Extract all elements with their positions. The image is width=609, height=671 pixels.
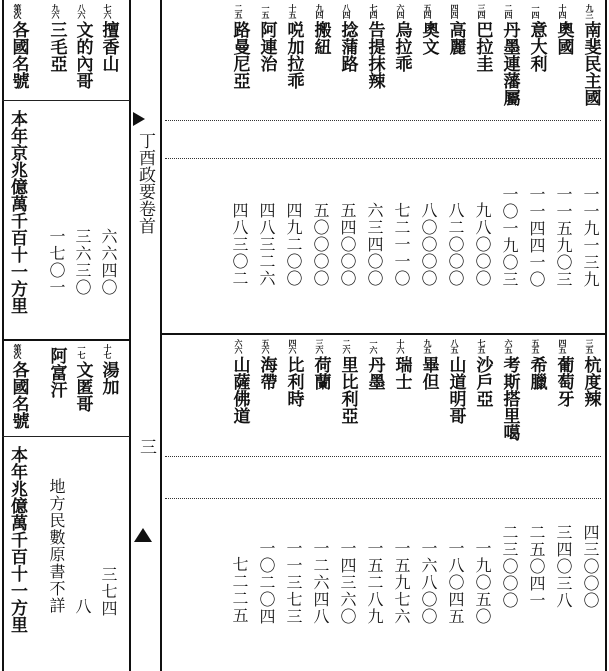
country-name: 意大利 [526,21,547,72]
country-name: 哾加拉乖 [283,21,304,89]
country-name: 阿連治 [256,21,277,72]
row-index: 六六 [234,339,244,353]
header-name: 各國名號 [8,21,29,89]
left-page-mid-rule [2,339,130,341]
table-row [98,344,118,395]
triangle-marker-top [133,112,145,126]
column-header [8,344,28,429]
area-value: 九八〇〇〇 [473,202,492,287]
table-row [46,4,66,72]
area-value: 八二〇〇〇 [446,202,465,287]
row-index: 九五 [423,339,433,353]
country-name: 畢但 [418,356,439,390]
table-row [337,339,357,424]
area-value: 一五二八九 [365,540,384,625]
country-name: 瑞士 [391,356,412,390]
row-index: 七四 [369,4,379,18]
area-value: 一〇二〇四 [257,540,276,625]
area-value: 四三〇〇〇 [581,524,600,609]
table-row [391,339,411,390]
area-value: 三七四 [99,566,118,617]
row-index: 二五 [234,4,244,18]
country-name: 希臘 [526,356,547,390]
area-value: 一八〇四五 [446,540,465,625]
right-page-mid-rule [160,333,606,335]
area-value: 二五〇四一 [527,524,546,609]
row-index: 十五 [288,4,298,18]
country-name: 烏拉乖 [391,21,412,72]
table-row [526,339,546,390]
area-value: 一一九一三九 [581,186,600,288]
row-index: 十四 [558,4,568,18]
area-value: 六六四〇 [99,228,118,296]
table-row [472,339,492,407]
area-value: 五〇〇〇〇 [311,202,330,287]
table-row [445,339,465,424]
table-row [98,4,118,72]
area-value: 二三〇〇〇 [500,524,519,609]
row-index: 二六 [342,339,352,353]
country-name: 丹墨連藩屬 [499,21,520,106]
table-row [72,344,92,412]
country-name: 南斐民主國 [580,21,601,106]
header-index: 第次 [13,344,23,358]
table-row [445,4,465,55]
country-name: 文匿哥 [72,361,93,412]
area-value: 三四〇三八 [554,524,573,609]
row-index: 八四 [342,4,352,18]
table-row [580,339,600,407]
row-index: 一五 [261,4,271,18]
row-index: 一七 [77,344,87,358]
country-name: 海帶 [256,356,277,390]
table-row [256,4,276,72]
row-index: 六四 [396,4,406,18]
page-right-border [605,0,607,671]
table-row [580,4,600,106]
row-index: 四五 [558,339,568,353]
header-value: 本年兆億萬千百十一方里 [7,446,27,633]
area-value: 四八三二六 [257,202,276,287]
table-row [310,339,330,390]
country-name: 文的內哥 [72,21,93,89]
country-name: 山薩佛道 [229,356,250,424]
row-index: 七五 [477,339,487,353]
left-header-rule-top [2,100,130,101]
row-index: 一四 [531,4,541,18]
row-index: 一六 [369,339,379,353]
country-name: 考斯搭里噶 [499,356,520,441]
row-index: 九三 [585,4,595,18]
column-header [8,4,28,89]
row-index: 十六 [396,339,406,353]
row-index: 八六 [77,4,87,18]
area-value: 一二六四八 [311,540,330,625]
dotted-guide [165,158,601,159]
area-value: 三六三〇 [73,228,92,296]
row-index: 六五 [504,339,514,353]
table-row [553,4,573,55]
table-row [256,339,276,390]
country-name: 山道明哥 [445,356,466,424]
table-row [283,339,303,407]
row-index: 九六 [51,4,61,18]
area-value: 一一三七三 [284,540,303,625]
table-row [310,4,330,55]
area-value: 七二一一〇 [392,202,411,287]
table-row [46,344,66,398]
row-index: 三六 [315,339,325,353]
table-row [418,4,438,55]
row-index: 四四 [450,4,460,18]
country-name: 告提抹辣 [364,21,385,89]
row-index: 四六 [288,339,298,353]
country-name: 奧國 [553,21,574,55]
table-row [472,4,492,72]
country-name: 湯加 [98,361,119,395]
dotted-guide [165,456,601,457]
gutter-right-border [160,0,162,671]
area-value: 六三四〇〇 [365,202,384,287]
country-name: 丹墨 [364,356,385,390]
area-value: 五四〇〇〇 [338,202,357,287]
area-value: 八〇〇〇〇 [419,202,438,287]
row-index: 五四 [423,4,433,18]
table-row [364,4,384,89]
area-value: 四九二〇〇 [284,202,303,287]
area-value: 一〇一九〇三 [500,186,519,288]
row-index: 五六 [261,339,271,353]
country-name: 三毛亞 [46,21,67,72]
page-number: 三 [136,438,156,455]
area-value: 一七〇一 [47,228,66,296]
row-index: 五五 [531,339,541,353]
table-row [364,339,384,390]
area-value: 四八三〇二 [230,202,249,287]
table-row [526,4,546,72]
book-title: 丁酉政要卷首 [135,132,155,234]
country-name: 捻蒲路 [337,21,358,72]
table-row [229,4,249,89]
country-name: 高麗 [445,21,466,55]
country-name: 阿富汗 [46,347,67,398]
area-value: 一五九七六 [392,540,411,625]
table-row [72,4,92,89]
triangle-marker-bottom [134,528,152,542]
table-row [229,339,249,424]
row-index: 九四 [315,4,325,18]
table-row [499,4,519,106]
area-value: 一四三六〇 [338,540,357,625]
header-name: 各國名號 [8,361,29,429]
table-row [337,4,357,72]
country-name: 荷蘭 [310,356,331,390]
dotted-guide [165,120,601,121]
area-value: 地方民數原書不詳 [47,478,66,614]
left-header-rule-bottom [2,436,130,437]
country-name: 路曼尼亞 [229,21,250,89]
country-name: 奧文 [418,21,439,55]
table-row [553,339,573,407]
row-index: 八五 [450,339,460,353]
row-index: 十七 [103,344,113,358]
table-row [391,4,411,72]
area-value: 七二二五 [230,556,249,624]
area-value: 一六八〇〇 [419,540,438,625]
header-index: 第次 [13,4,23,18]
header-value: 本年京兆億萬千百十一方里 [7,110,27,314]
country-name: 杭度辣 [580,356,601,407]
country-name: 葡萄牙 [553,356,574,407]
country-name: 擅香山 [98,21,119,72]
country-name: 里比利亞 [337,356,358,424]
table-row [418,339,438,390]
country-name: 巴拉圭 [472,21,493,72]
table-row [499,339,519,441]
area-value: 一一五九〇三 [554,186,573,288]
area-value: 八 [73,598,92,615]
row-index: 三五 [585,339,595,353]
dotted-guide [165,498,601,499]
row-index: 七六 [103,4,113,18]
row-index: 二四 [504,4,514,18]
area-value: 一一四四一〇 [527,186,546,288]
row-index: 三四 [477,4,487,18]
country-name: 比利時 [283,356,304,407]
country-name: 沙戶亞 [472,356,493,407]
table-row [283,4,303,89]
country-name: 搬紐 [310,21,331,55]
area-value: 一九〇五〇 [473,540,492,625]
